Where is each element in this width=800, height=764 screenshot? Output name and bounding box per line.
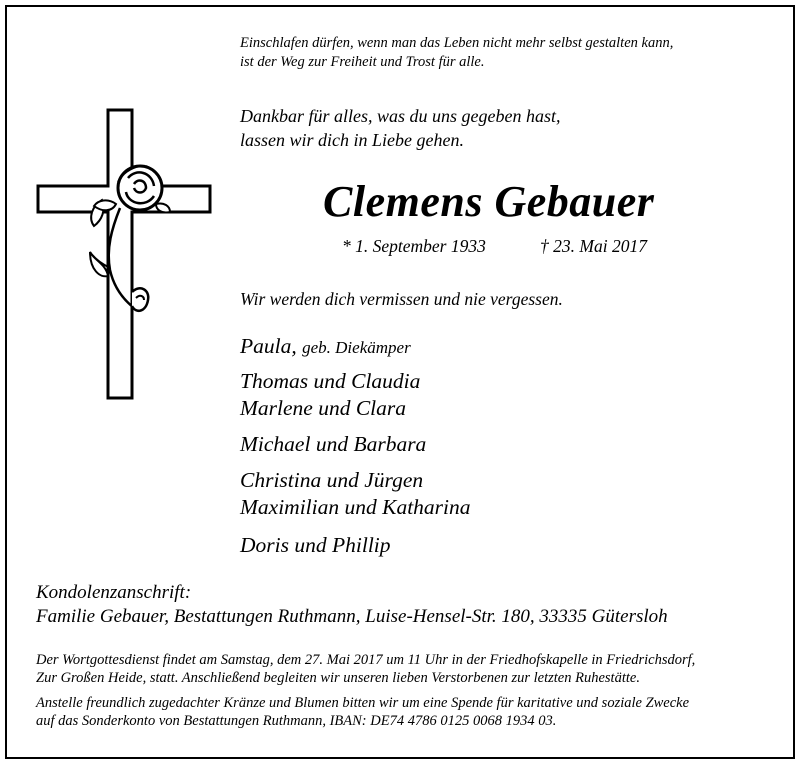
spouse-maiden-name: geb. Diekämper: [302, 338, 411, 357]
mourner-group-4: [240, 532, 391, 559]
closing-line: Wir werden dich vermissen und nie vergessen.: [240, 289, 563, 309]
mourner-line: Marlene und Clara: [240, 396, 407, 420]
donation-notice-line-1: Anstelle freundlich zugedachter Kränze und Blumen bitten wir um eine Spende für karitative und soziale Zwecke: [36, 695, 690, 711]
service-notice: [36, 651, 695, 687]
cross-with-rose-icon: [36, 108, 216, 402]
mourner-group-1: [240, 368, 420, 422]
deceased-name: Clemens Gebauer: [323, 177, 655, 226]
mourner-line: Michael und Barbara: [240, 432, 427, 456]
epigraph-line-2: ist der Weg zur Freiheit und Trost für alle.: [240, 54, 485, 70]
mourner-spouse: [240, 333, 411, 361]
spouse-name: Paula,: [240, 334, 297, 358]
condolence-label: Kondolenzanschrift:: [36, 582, 192, 603]
mourner-line: Maximilian und Katharina: [240, 495, 471, 519]
epigraph: [240, 34, 673, 72]
mourner-group-3: [240, 467, 471, 521]
mourner-line: Doris und Phillip: [240, 533, 391, 557]
service-notice-line-2: Zur Großen Heide, statt. Anschließend begleiten wir unseren lieben Verstorbenen zur letzten Ruhestätte.: [36, 670, 640, 686]
donation-notice-line-2: auf das Sonderkonto von Bestattungen Ruthmann, IBAN: DE74 4786 0125 0068 1934 03.: [36, 713, 557, 729]
death-date: † 23. Mai 2017: [540, 236, 647, 256]
mourner-line: Thomas und Claudia: [240, 369, 421, 393]
dedication-line-2: lassen wir dich in Liebe gehen.: [240, 130, 464, 150]
dedication: [240, 104, 560, 152]
condolence-address: Familie Gebauer, Bestattungen Ruthmann, Luise-Hensel-Str. 180, 33335 Gütersloh: [36, 606, 668, 627]
epigraph-line-1: Einschlafen dürfen, wenn man das Leben nicht mehr selbst gestalten kann,: [240, 35, 674, 51]
service-notice-line-1: Der Wortgottesdienst findet am Samstag, dem 27. Mai 2017 um 11 Uhr in der Friedhofskapelle in Friedrichsdorf,: [36, 652, 696, 668]
dedication-line-1: Dankbar für alles, was du uns gegeben hast,: [240, 106, 561, 126]
donation-notice: [36, 694, 689, 730]
mourner-group-2: [240, 431, 426, 458]
birth-date: * 1. September 1933: [342, 236, 486, 256]
mourner-line: Christina und Jürgen: [240, 468, 424, 492]
